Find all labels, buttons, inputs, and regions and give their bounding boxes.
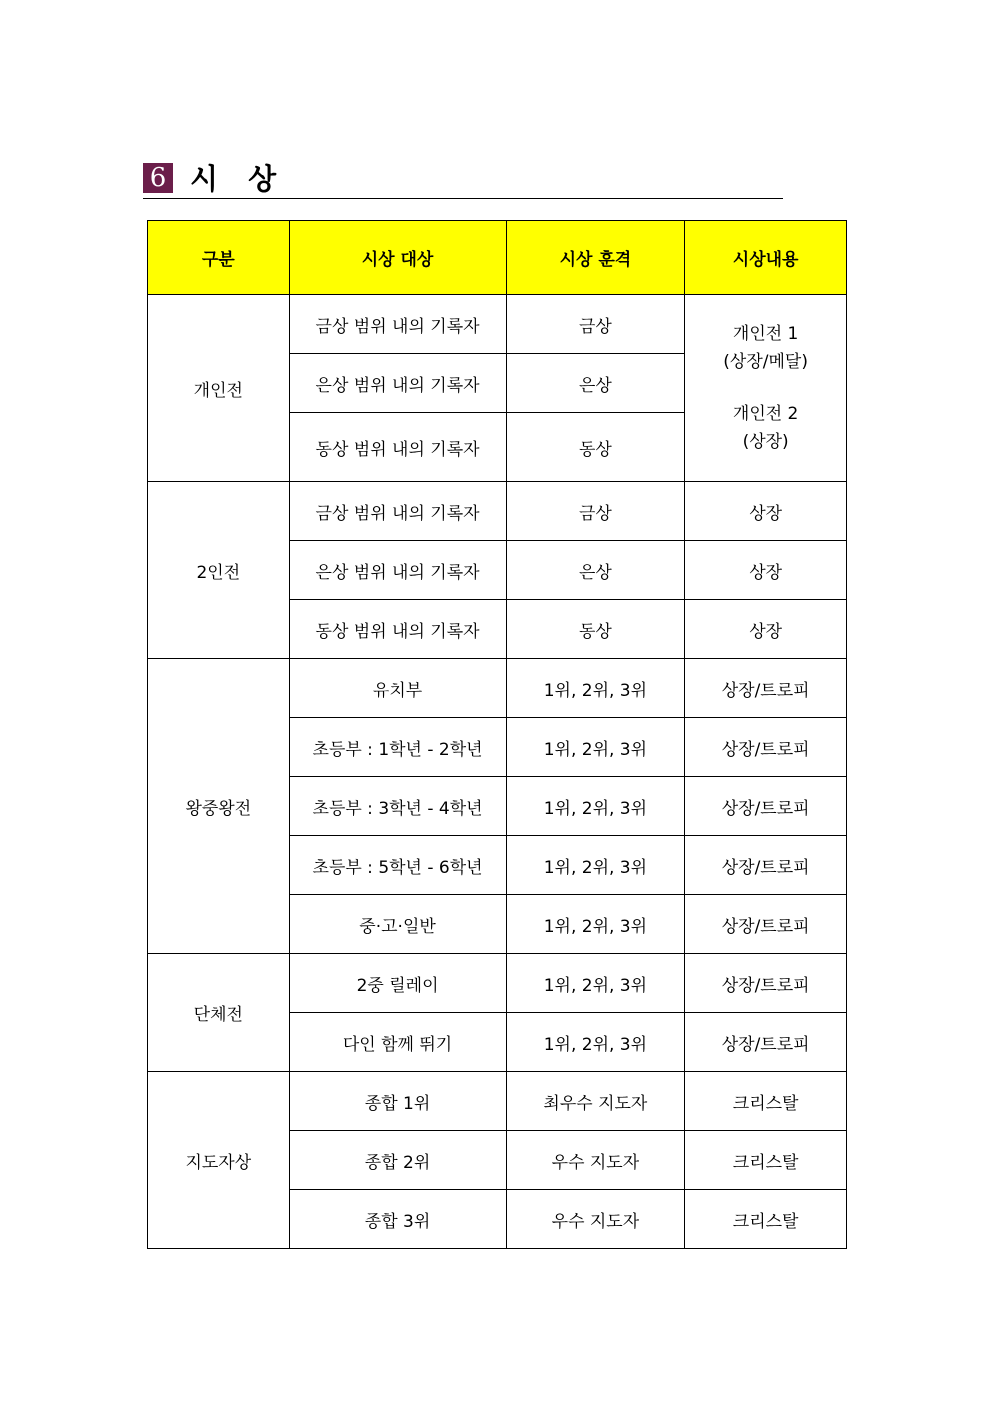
content-cell: 상장/트로피	[685, 895, 847, 954]
target-cell: 은상 범위 내의 기록자	[289, 354, 506, 413]
content-cell: 상장/트로피	[685, 1013, 847, 1072]
level-cell: 동상	[506, 413, 685, 482]
level-cell: 최우수 지도자	[506, 1072, 685, 1131]
target-cell: 금상 범위 내의 기록자	[289, 482, 506, 541]
content-line: (상장)	[742, 432, 789, 452]
content-cell: 상장	[685, 541, 847, 600]
content-cell: 상장/트로피	[685, 718, 847, 777]
header-category: 구분	[148, 221, 290, 295]
section-header	[143, 160, 783, 199]
level-cell: 우수 지도자	[506, 1131, 685, 1190]
category-cell: 지도자상	[148, 1072, 290, 1249]
target-cell: 초등부 : 3학년 - 4학년	[289, 777, 506, 836]
content-line: (상장/메달)	[723, 352, 808, 372]
category-cell: 왕중왕전	[148, 659, 290, 954]
table-row	[148, 659, 847, 718]
content-cell: 상장/트로피	[685, 836, 847, 895]
level-cell: 1위, 2위, 3위	[506, 836, 685, 895]
content-cell: 상장	[685, 600, 847, 659]
section-title: 시 상	[190, 162, 287, 196]
level-cell: 1위, 2위, 3위	[506, 718, 685, 777]
category-cell: 2인전	[148, 482, 290, 659]
content-cell: 상장/트로피	[685, 954, 847, 1013]
header-target: 시상 대상	[289, 221, 506, 295]
content-line: 개인전 2	[732, 404, 799, 424]
target-cell: 금상 범위 내의 기록자	[289, 295, 506, 354]
target-cell: 초등부 : 5학년 - 6학년	[289, 836, 506, 895]
level-cell: 1위, 2위, 3위	[506, 659, 685, 718]
table-row	[148, 295, 847, 354]
level-cell: 1위, 2위, 3위	[506, 777, 685, 836]
header-award-level: 시상 훈격	[506, 221, 685, 295]
target-cell: 초등부 : 1학년 - 2학년	[289, 718, 506, 777]
table-row	[148, 482, 847, 541]
header-award-content: 시상내용	[685, 221, 847, 295]
level-cell: 우수 지도자	[506, 1190, 685, 1249]
category-cell: 개인전	[148, 295, 290, 482]
target-cell: 종합 1위	[289, 1072, 506, 1131]
target-cell: 다인 함께 뛰기	[289, 1013, 506, 1072]
content-cell: 크리스탈	[685, 1131, 847, 1190]
content-cell: 크리스탈	[685, 1190, 847, 1249]
level-cell: 1위, 2위, 3위	[506, 1013, 685, 1072]
level-cell: 1위, 2위, 3위	[506, 954, 685, 1013]
content-cell: 상장	[685, 482, 847, 541]
content-cell: 상장/트로피	[685, 659, 847, 718]
section-number: 6	[143, 163, 173, 193]
level-cell: 금상	[506, 295, 685, 354]
table-row	[148, 1072, 847, 1131]
content-cell: 크리스탈	[685, 1072, 847, 1131]
target-cell: 중·고·일반	[289, 895, 506, 954]
target-cell: 2중 릴레이	[289, 954, 506, 1013]
level-cell: 동상	[506, 600, 685, 659]
target-cell: 은상 범위 내의 기록자	[289, 541, 506, 600]
category-cell: 단체전	[148, 954, 290, 1072]
target-cell: 유치부	[289, 659, 506, 718]
level-cell: 은상	[506, 541, 685, 600]
content-cell	[685, 295, 847, 482]
content-cell: 상장/트로피	[685, 777, 847, 836]
table-header-row	[148, 221, 847, 295]
target-cell: 동상 범위 내의 기록자	[289, 413, 506, 482]
target-cell: 종합 2위	[289, 1131, 506, 1190]
target-cell: 동상 범위 내의 기록자	[289, 600, 506, 659]
level-cell: 1위, 2위, 3위	[506, 895, 685, 954]
awards-table	[147, 220, 847, 1249]
content-line: 개인전 1	[732, 324, 799, 344]
level-cell: 금상	[506, 482, 685, 541]
table-row	[148, 954, 847, 1013]
level-cell: 은상	[506, 354, 685, 413]
target-cell: 종합 3위	[289, 1190, 506, 1249]
